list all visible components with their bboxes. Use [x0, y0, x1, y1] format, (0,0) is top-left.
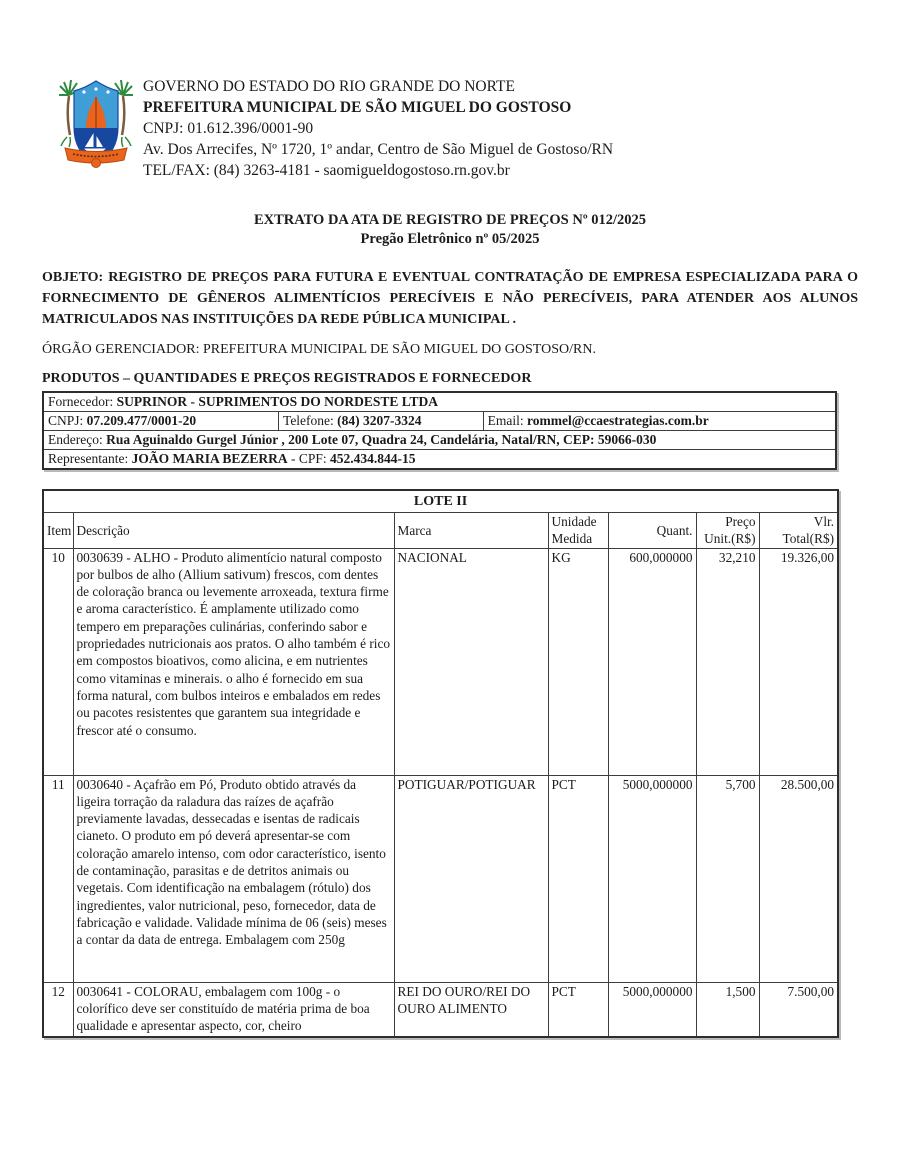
document-title: EXTRATO DA ATA DE REGISTRO DE PREÇOS Nº 012/2025: [253, 212, 647, 228]
supplier-row-endereco: [43, 431, 836, 450]
phone-site-line: TEL/FAX: (84) 3263-4181 - saomigueldogostoso.rn.gov.br: [143, 162, 510, 179]
cell-marca: REI DO OURO/REI DO OURO ALIMENTO: [394, 982, 548, 1037]
cell-item: 12: [43, 982, 73, 1037]
column-header-row: [43, 513, 838, 549]
cell-quant: 600,000000: [608, 548, 696, 775]
cpf-value: 452.434.844-15: [330, 451, 416, 466]
cell-preco-unit: 5,700: [696, 775, 759, 982]
representante-label: Representante:: [48, 451, 129, 466]
cnpj-line: CNPJ: 01.612.396/0001-90: [143, 120, 314, 137]
cpf-label: - CPF:: [290, 451, 327, 466]
cell-unidade: KG: [548, 548, 608, 775]
fornecedor-label: Fornecedor:: [48, 394, 114, 409]
cell-quant: 5000,000000: [608, 775, 696, 982]
cell-descricao: 0030641 - COLORAU, embalagem com 100g - o colorífico deve ser constituído de matéria prima de boa qualidade e apresentar aspecto, cor, cheiro: [73, 982, 394, 1037]
header-unidade: Unidade Medida: [548, 513, 608, 549]
endereco-label: Endereço:: [48, 432, 103, 447]
telefone-label: Telefone:: [283, 413, 334, 428]
title-block: [42, 211, 858, 249]
cnpj-label: CNPJ:: [48, 413, 84, 428]
cell-item: 11: [43, 775, 73, 982]
cell-preco-unit: 1,500: [696, 982, 759, 1037]
address-line: Av. Dos Arrecifes, Nº 1720, 1º andar, Centro de São Miguel de Gostoso/RN: [143, 141, 614, 158]
coat-of-arms-icon: [57, 75, 135, 181]
telefone-value: (84) 3207-3324: [337, 413, 422, 428]
products-table: [42, 489, 839, 1038]
cell-vlr-total: 7.500,00: [759, 982, 838, 1037]
cell-vlr-total: 28.500,00: [759, 775, 838, 982]
supplier-table: [42, 391, 837, 470]
lote-title: LOTE II: [43, 490, 838, 513]
cell-unidade: PCT: [548, 775, 608, 982]
cell-vlr-total: 19.326,00: [759, 548, 838, 775]
header-preco-unit: Preço Unit.(R$): [696, 513, 759, 549]
supplier-row-representante: [43, 450, 836, 470]
header-vlr-total: Vlr. Total(R$): [759, 513, 838, 549]
table-row: [43, 982, 838, 1037]
cell-preco-unit: 32,210: [696, 548, 759, 775]
municipality-line: PREFEITURA MUNICIPAL DE SÃO MIGUEL DO GOSTOSO: [143, 99, 572, 116]
government-line: GOVERNO DO ESTADO DO RIO GRANDE DO NORTE: [143, 78, 515, 95]
cell-descricao: 0030640 - Açafrão em Pó, Produto obtido através da ligeira torração da raladura das raízes de açafrão previamente lavadas, dessecadas e isentas de radicais cianeto. O produto em pó deverá apresentar-se com coloração amarelo intenso, com odor característico, isento de contaminação, parasitas e de detritos animais ou vegetais. Com identificação na embalagem (rótulo) dos ingredientes, valor nutricional, peso, fornecedor, data de fabricação e validade. Validade mínima de 06 (seis) meses a contar da data de entrega. Embalagem com 250g: [73, 775, 394, 982]
cell-descricao: 0030639 - ALHO - Produto alimentício natural composto por bulbos de alho (Allium sativum) frescos, com dentes de coloração branca ou levemente arroxeada, textura firme e aroma característico. É amplamente utilizado como tempero em preparações culinárias, conferindo sabor e propriedades nutricionais aos pratos. O alho também é rico em compostos bioativos, como alicina, e em nutrientes como vitaminas e minerais. o alho é fornecido em sua forma natural, com bulbos inteiros e embalados em redes ou pacotes resistentes que garantem sua integridade e frescor até o consumo.: [73, 548, 394, 775]
email-value: rommel@ccaestrategias.com.br: [526, 413, 709, 428]
cnpj-value: 07.209.477/0001-20: [86, 413, 197, 428]
header-item: Item: [43, 513, 73, 549]
header-descricao: Descrição: [73, 513, 394, 549]
representante-value: JOÃO MARIA BEZERRA: [131, 451, 288, 466]
endereco-value: Rua Aguinaldo Gurgel Júnior , 200 Lote 07, Quadra 24, Candelária, Natal/RN, CEP: 59066-030: [106, 432, 657, 447]
fornecedor-value: SUPRINOR - SUPRIMENTOS DO NORDESTE LTDA: [116, 394, 439, 409]
objeto-paragraph: OBJETO: REGISTRO DE PREÇOS PARA FUTURA E EVENTUAL CONTRATAÇÃO DE EMPRESA ESPECIALIZADA PARA O FORNECIMENTO DE GÊNEROS ALIMENTÍCIOS PERECÍVEIS E NÃO PERECÍVEIS, PARA ATENDER AOS ALUNOS MATRICULADOS NAS INSTITUIÇÕES DA REDE PÚBLICA MUNICIPAL .: [42, 270, 858, 327]
supplier-row-contato: [43, 412, 836, 431]
lote-header-row: [43, 490, 838, 513]
orgao-line: ÓRGÃO GERENCIADOR: PREFEITURA MUNICIPAL DE SÃO MIGUEL DO GOSTOSO/RN.: [42, 342, 596, 357]
cell-item: 10: [43, 548, 73, 775]
table-row: [43, 548, 838, 775]
produtos-heading: PRODUTOS – QUANTIDADES E PREÇOS REGISTRADOS E FORNECEDOR: [42, 371, 532, 386]
cell-marca: NACIONAL: [394, 548, 548, 775]
document-subtitle: Pregão Eletrônico nº 05/2025: [360, 231, 540, 247]
cell-unidade: PCT: [548, 982, 608, 1037]
letterhead: [57, 75, 858, 181]
cell-quant: 5000,000000: [608, 982, 696, 1037]
email-label: Email:: [487, 413, 524, 428]
supplier-row-fornecedor: [43, 392, 836, 412]
table-row: [43, 775, 838, 982]
header-marca: Marca: [394, 513, 548, 549]
cell-marca: POTIGUAR/POTIGUAR: [394, 775, 548, 982]
header-quant: Quant.: [608, 513, 696, 549]
